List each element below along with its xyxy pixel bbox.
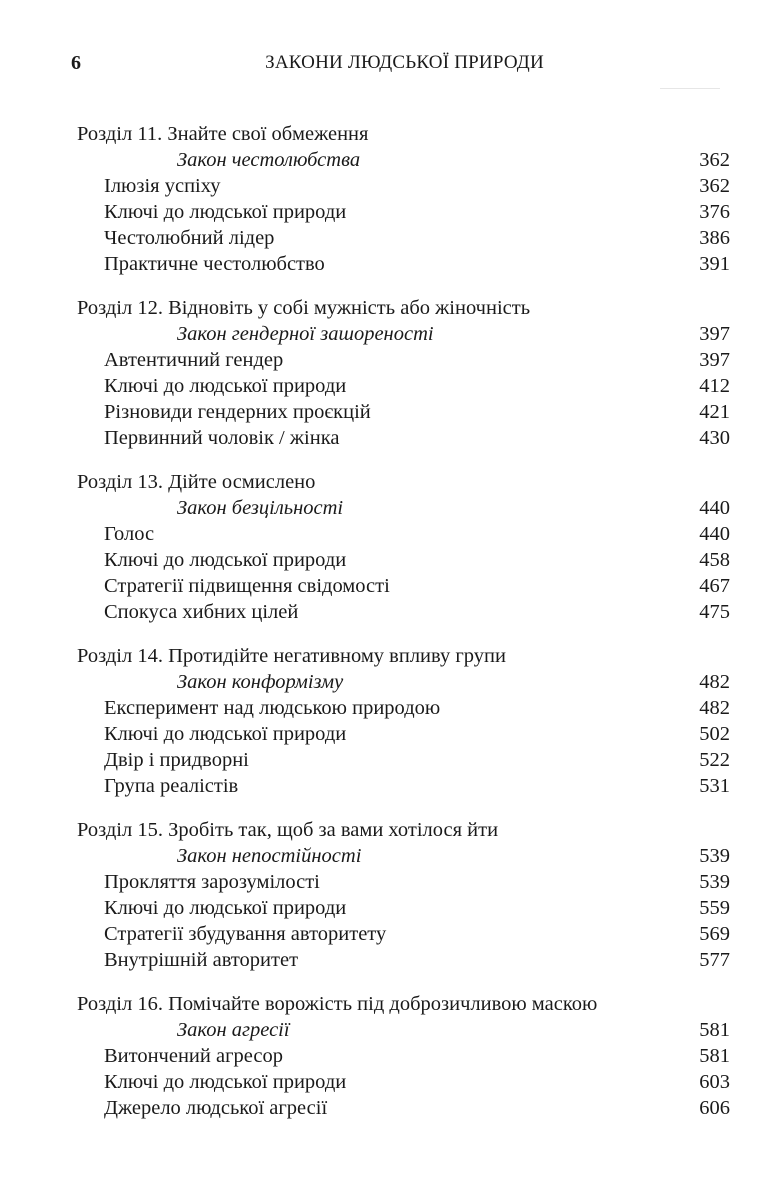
law-title: Закон гендерної зашореності bbox=[177, 323, 434, 345]
page-ref: 603 bbox=[699, 1071, 730, 1093]
entry-title: Джерело людської агресії bbox=[104, 1097, 328, 1119]
toc-chapter bbox=[0, 643, 769, 799]
entry-title: Витончений агресор bbox=[104, 1045, 283, 1067]
toc-chapter bbox=[0, 817, 769, 973]
entry-title: Експеримент над людською природою bbox=[104, 697, 441, 719]
page-ref: 458 bbox=[699, 549, 730, 571]
entry-title: Ключі до людської природи bbox=[104, 1071, 347, 1093]
chapter-title-row bbox=[0, 643, 769, 669]
chapter-title-row bbox=[0, 991, 769, 1017]
law-row bbox=[0, 669, 769, 695]
entry-title: Ключі до людської природи bbox=[104, 897, 347, 919]
page-ref: 482 bbox=[699, 671, 730, 693]
entry-title: Двір і придворні bbox=[104, 749, 249, 771]
page-ref: 430 bbox=[699, 427, 730, 449]
entry-title: Внутрішній авторитет bbox=[104, 949, 299, 971]
toc-entry bbox=[0, 695, 769, 721]
entry-title: Стратегії підвищення свідомості bbox=[104, 575, 390, 597]
page-ref: 539 bbox=[699, 845, 730, 867]
law-title: Закон непостійності bbox=[177, 845, 362, 867]
entry-title: Спокуса хибних цілей bbox=[104, 601, 299, 623]
toc-entry bbox=[0, 895, 769, 921]
page-ref: 362 bbox=[699, 149, 730, 171]
chapter-title: Розділ 15. Зробіть так, щоб за вами хотілося йти bbox=[77, 819, 499, 841]
entry-title: Честолюбний лідер bbox=[104, 227, 275, 249]
toc-entry bbox=[0, 373, 769, 399]
chapter-title: Розділ 11. Знайте свої обмеження bbox=[77, 123, 369, 145]
law-title: Закон агресії bbox=[177, 1019, 290, 1041]
page-ref: 421 bbox=[699, 401, 730, 423]
page-ref: 581 bbox=[699, 1045, 730, 1067]
page-ref: 397 bbox=[699, 349, 730, 371]
toc-entry bbox=[0, 599, 769, 625]
law-row bbox=[0, 843, 769, 869]
entry-title: Практичне честолюбство bbox=[104, 253, 325, 275]
toc-entry bbox=[0, 721, 769, 747]
entry-title: Ключі до людської природи bbox=[104, 375, 347, 397]
page-ref: 539 bbox=[699, 871, 730, 893]
chapter-title: Розділ 12. Відновіть у собі мужність або жіночність bbox=[77, 297, 531, 319]
toc-entry bbox=[0, 547, 769, 573]
page-ref: 391 bbox=[699, 253, 730, 275]
toc-entry bbox=[0, 199, 769, 225]
page-ref: 397 bbox=[699, 323, 730, 345]
toc-entry bbox=[0, 1043, 769, 1069]
page-ref: 412 bbox=[699, 375, 730, 397]
chapter-title-row bbox=[0, 295, 769, 321]
law-title: Закон безцільності bbox=[177, 497, 344, 519]
page-ref: 559 bbox=[699, 897, 730, 919]
toc-entry bbox=[0, 251, 769, 277]
page-ref: 606 bbox=[699, 1097, 730, 1119]
toc-entry bbox=[0, 773, 769, 799]
toc-chapter bbox=[0, 121, 769, 277]
page-ref: 376 bbox=[699, 201, 730, 223]
page-ref: 467 bbox=[699, 575, 730, 597]
chapter-title: Розділ 16. Помічайте ворожість під доброзичливою маскою bbox=[77, 993, 598, 1015]
scan-artifact bbox=[660, 88, 720, 89]
chapter-title-row bbox=[0, 469, 769, 495]
entry-title: Група реалістів bbox=[104, 775, 239, 797]
toc-chapter bbox=[0, 991, 769, 1121]
running-header bbox=[0, 52, 769, 82]
toc-entry bbox=[0, 521, 769, 547]
toc-entry bbox=[0, 1069, 769, 1095]
law-title: Закон конформізму bbox=[177, 671, 344, 693]
page-ref: 475 bbox=[699, 601, 730, 623]
chapter-title-row bbox=[0, 817, 769, 843]
toc-chapter bbox=[0, 469, 769, 625]
page-ref: 577 bbox=[699, 949, 730, 971]
page-ref: 531 bbox=[699, 775, 730, 797]
toc-entry bbox=[0, 747, 769, 773]
table-of-contents bbox=[0, 121, 769, 1139]
page-ref: 502 bbox=[699, 723, 730, 745]
toc-entry bbox=[0, 1095, 769, 1121]
toc-entry bbox=[0, 947, 769, 973]
toc-chapter bbox=[0, 295, 769, 451]
page-number: 6 bbox=[71, 52, 81, 74]
entry-title: Голос bbox=[104, 523, 155, 545]
entry-title: Стратегії збудування авторитету bbox=[104, 923, 387, 945]
page-ref: 386 bbox=[699, 227, 730, 249]
law-title: Закон честолюбства bbox=[177, 149, 361, 171]
entry-title: Ключі до людської природи bbox=[104, 723, 347, 745]
chapter-title: Розділ 14. Протидійте негативному впливу групи bbox=[77, 645, 506, 667]
toc-entry bbox=[0, 225, 769, 251]
toc-entry bbox=[0, 173, 769, 199]
entry-title: Ключі до людської природи bbox=[104, 201, 347, 223]
law-row bbox=[0, 147, 769, 173]
toc-entry bbox=[0, 347, 769, 373]
toc-entry bbox=[0, 921, 769, 947]
toc-entry bbox=[0, 573, 769, 599]
toc-entry bbox=[0, 399, 769, 425]
page-ref: 522 bbox=[699, 749, 730, 771]
law-row bbox=[0, 1017, 769, 1043]
page-ref: 440 bbox=[699, 523, 730, 545]
entry-title: Ілюзія успіху bbox=[104, 175, 221, 197]
entry-title: Автентичний гендер bbox=[104, 349, 284, 371]
law-row bbox=[0, 321, 769, 347]
toc-entry bbox=[0, 869, 769, 895]
page-ref: 482 bbox=[699, 697, 730, 719]
law-row bbox=[0, 495, 769, 521]
toc-entry bbox=[0, 425, 769, 451]
page-ref: 440 bbox=[699, 497, 730, 519]
entry-title: Прокляття зарозумілості bbox=[104, 871, 320, 893]
entry-title: Різновиди гендерних проєкцій bbox=[104, 401, 371, 423]
book-title: ЗАКОНИ ЛЮДСЬКОЇ ПРИРОДИ bbox=[265, 52, 544, 73]
entry-title: Ключі до людської природи bbox=[104, 549, 347, 571]
chapter-title-row bbox=[0, 121, 769, 147]
page-ref: 362 bbox=[699, 175, 730, 197]
page-ref: 569 bbox=[699, 923, 730, 945]
entry-title: Первинний чоловік / жінка bbox=[104, 427, 340, 449]
page-ref: 581 bbox=[699, 1019, 730, 1041]
chapter-title: Розділ 13. Дійте осмислено bbox=[77, 471, 316, 493]
